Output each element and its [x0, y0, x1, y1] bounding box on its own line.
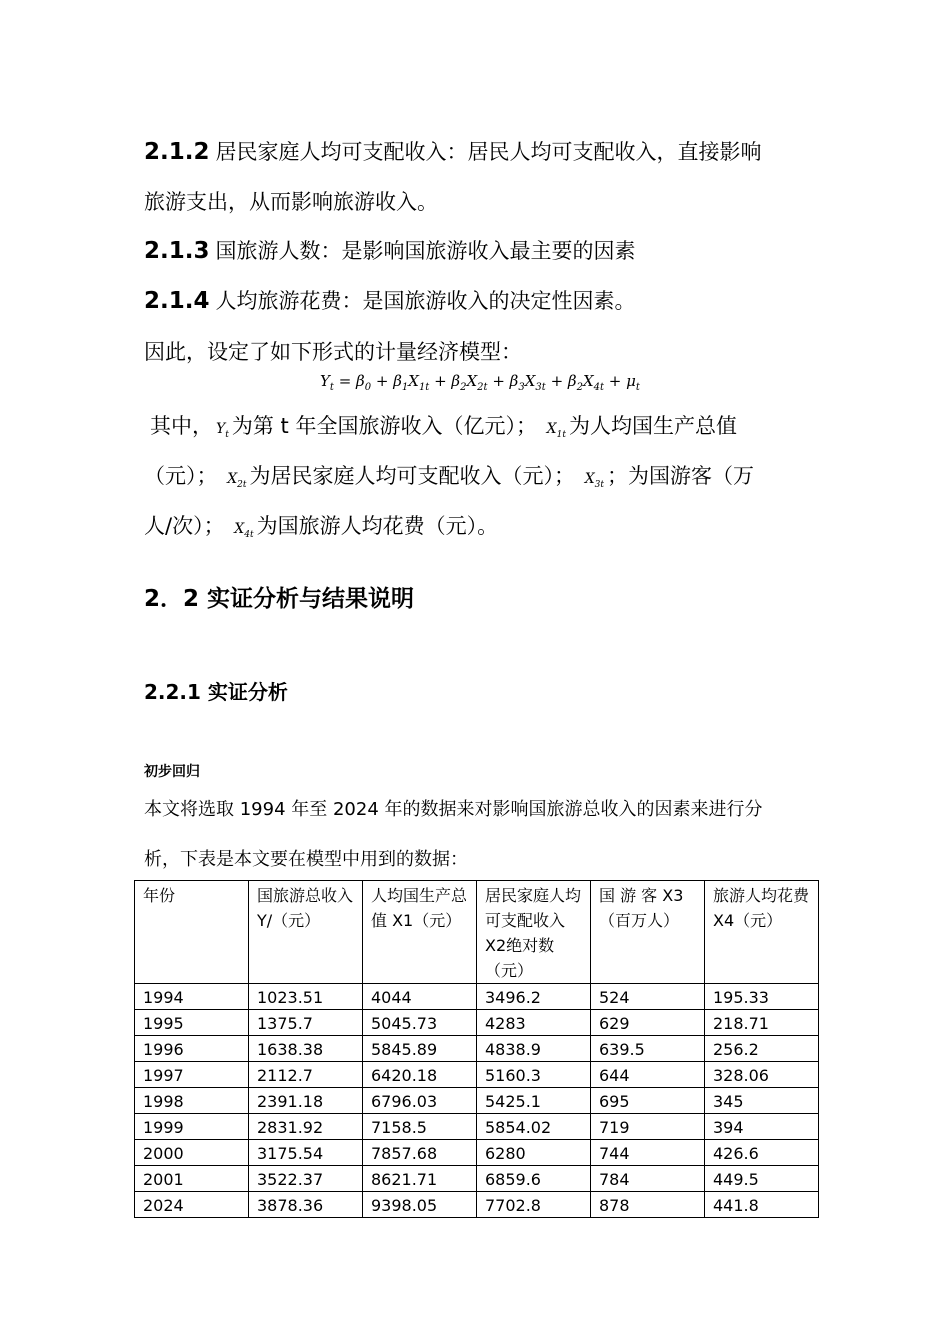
section-text: 人均旅游花费：是国旅游收入的决定性因素。 [215, 289, 636, 313]
regression-formula: $Y_t = \beta_0 + \beta_1X_{1t} + \beta_2X_{2t} + \beta_3X_{3t} + \beta_2X_{4t} + \mu_t$ [320, 372, 640, 393]
table-cell: 1997 [135, 1062, 249, 1088]
where-lead: 其中， [150, 414, 213, 438]
paragraph-line-1: 本文将选取 1994 年至 2024 年的数据来对影响国旅游总收入的因素来进行分 [144, 799, 763, 820]
table-cell: 6859.6 [477, 1166, 591, 1192]
table-cell: 1375.7 [249, 1010, 363, 1036]
table-cell: 2024 [135, 1192, 249, 1218]
table-cell: 7857.68 [363, 1140, 477, 1166]
header-tourists: 国 游 客 X3（百万人） [591, 881, 705, 984]
x2-description: 为居民家庭人均可支配收入（元）； [249, 464, 575, 488]
header-spending-per-tourist: 旅游人均花费X4（元） [705, 881, 819, 984]
x2-variable: $X_{2t}$ [227, 471, 247, 490]
table-cell: 719 [591, 1114, 705, 1140]
section-2-1-3 [144, 235, 636, 265]
table-cell: 5160.3 [477, 1062, 591, 1088]
paragraph-line-2: 析，下表是本文要在模型中用到的数据： [144, 849, 468, 870]
table-row [135, 984, 819, 1010]
x3-description: ；为国游客（万 [607, 464, 754, 488]
variable-definitions-line-1 [150, 410, 737, 440]
section-number: 2.1.4 [144, 288, 210, 314]
table-cell: 3522.37 [249, 1166, 363, 1192]
table-row [135, 1192, 819, 1218]
table-cell: 5854.02 [477, 1114, 591, 1140]
table-cell: 1996 [135, 1036, 249, 1062]
table-cell: 394 [705, 1114, 819, 1140]
section-number: 2.1.2 [144, 139, 210, 165]
table-cell: 629 [591, 1010, 705, 1036]
table-cell: 9398.05 [363, 1192, 477, 1218]
table-header-row [135, 881, 819, 984]
table-cell: 2831.92 [249, 1114, 363, 1140]
table-cell: 5425.1 [477, 1088, 591, 1114]
section-number: 2.1.3 [144, 238, 210, 264]
table-row [135, 1036, 819, 1062]
table-cell: 2000 [135, 1140, 249, 1166]
table-cell: 6796.03 [363, 1088, 477, 1114]
table-cell: 4838.9 [477, 1036, 591, 1062]
table-cell: 695 [591, 1088, 705, 1114]
table-cell: 878 [591, 1192, 705, 1218]
table-cell: 449.5 [705, 1166, 819, 1192]
table-cell: 256.2 [705, 1036, 819, 1062]
table-cell: 7702.8 [477, 1192, 591, 1218]
section-text: 居民家庭人均可支配收入：居民人均可支配收入，直接影响 [215, 140, 762, 164]
x4-description: 为国旅游人均花费（元）。 [256, 514, 499, 538]
table-cell: 1638.38 [249, 1036, 363, 1062]
table-row [135, 1010, 819, 1036]
table-cell: 2001 [135, 1166, 249, 1192]
table-cell: 4283 [477, 1010, 591, 1036]
table-cell: 441.8 [705, 1192, 819, 1218]
table-cell: 3496.2 [477, 984, 591, 1010]
table-row [135, 1114, 819, 1140]
table-row [135, 1140, 819, 1166]
table-cell: 1999 [135, 1114, 249, 1140]
table-cell: 1998 [135, 1088, 249, 1114]
table-cell: 218.71 [705, 1010, 819, 1036]
section-2-1-2-line-1 [144, 136, 762, 166]
table-cell: 6420.18 [363, 1062, 477, 1088]
section-2-2-1-heading: 2.2.1 实证分析 [144, 680, 288, 704]
x1-variable: $X_{1t}$ [546, 421, 566, 440]
model-intro: 因此，设定了如下形式的计量经济模型： [144, 340, 522, 364]
header-gdp-per-capita: 人均国生产总 值 X1（元） [363, 881, 477, 984]
table-cell: 4044 [363, 984, 477, 1010]
table-cell: 1995 [135, 1010, 249, 1036]
table-cell: 345 [705, 1088, 819, 1114]
table-cell: 784 [591, 1166, 705, 1192]
x3-unit: 人/次）； [144, 514, 225, 538]
section-2-2-heading: 2．2 实证分析与结果说明 [144, 586, 415, 612]
table-cell: 5045.73 [363, 1010, 477, 1036]
y-description: 为第 t 年全国旅游收入（亿元）； [231, 414, 537, 438]
table-cell: 644 [591, 1062, 705, 1088]
table-cell: 195.33 [705, 984, 819, 1010]
table-row [135, 1062, 819, 1088]
table-cell: 1994 [135, 984, 249, 1010]
table-row [135, 1088, 819, 1114]
table-cell: 328.06 [705, 1062, 819, 1088]
header-disposable-income: 居民家庭人均可支配收入X2绝对数（元） [477, 881, 591, 984]
table-cell: 3878.36 [249, 1192, 363, 1218]
table-cell: 2112.7 [249, 1062, 363, 1088]
table-row [135, 1166, 819, 1192]
x1-unit: （元）； [144, 464, 218, 488]
section-text-cont: 旅游支出，从而影响旅游收入。 [144, 190, 438, 214]
table-cell: 744 [591, 1140, 705, 1166]
table-cell: 426.6 [705, 1140, 819, 1166]
section-2-1-4 [144, 285, 636, 315]
data-table [134, 880, 819, 1218]
table-cell: 639.5 [591, 1036, 705, 1062]
header-year: 年份 [135, 881, 249, 984]
variable-definitions-line-2 [144, 460, 754, 490]
table-cell: 7158.5 [363, 1114, 477, 1140]
x1-description: 为人均国生产总值 [568, 414, 737, 438]
variable-definitions-line-3 [144, 510, 498, 540]
table-cell: 3175.54 [249, 1140, 363, 1166]
x3-variable: $X_{3t}$ [584, 471, 604, 490]
y-variable: $Y_t$ [216, 421, 229, 440]
x4-variable: $X_{4t}$ [234, 521, 254, 540]
table-cell: 5845.89 [363, 1036, 477, 1062]
table-cell: 524 [591, 984, 705, 1010]
table-cell: 8621.71 [363, 1166, 477, 1192]
header-tourism-revenue: 国旅游总收入Y/（元） [249, 881, 363, 984]
subheading-preliminary-regression: 初步回归 [144, 764, 200, 780]
section-2-1-2-line-2 [144, 186, 438, 216]
section-text: 国旅游人数：是影响国旅游收入最主要的因素 [215, 239, 636, 263]
table-cell: 6280 [477, 1140, 591, 1166]
table-body [135, 984, 819, 1218]
table-cell: 1023.51 [249, 984, 363, 1010]
table-cell: 2391.18 [249, 1088, 363, 1114]
